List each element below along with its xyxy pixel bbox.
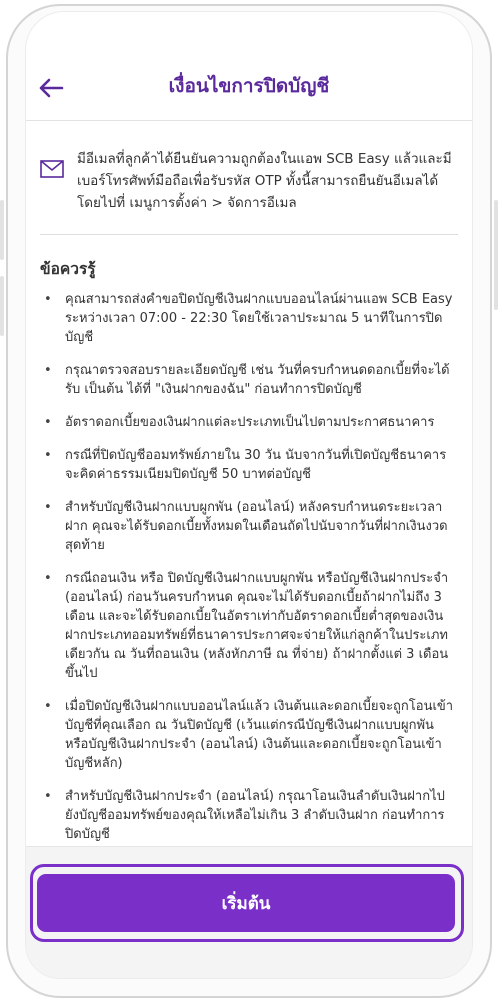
list-item: • กรณีถอนเงิน หรือ ปิดบัญชีเงินฝากแบบผูกพัน หรือบัญชีเงินฝากประจำ (ออนไลน์) ก่อนวันครบกำหนด คุณจะไม่ได้รับดอกเบี้ยถ้าฝากไม่ถึง 3 เดือน และจะได้รับดอกเบี้ยในอัตราเท่ากับอัตราดอกเบี้ยต่ำสุดของเงินฝากประเภทออมทรัพย์ที่ธนาคารประกาศจะจ่ายให้แก่ลูกค้าในประเภทเดียวกัน ณ วันที่ถอนเงิน (หลังหักภาษี ณ ที่จ่าย) ถ้าฝากตั้งแต่ 3 เดือนขึ้นไป [40, 569, 458, 683]
list-item: • สำหรับบัญชีเงินฝากแบบผูกพัน (ออนไลน์) หลังครบกำหนดระยะเวลาฝาก คุณจะได้รับดอกเบี้ยทั้งหมดในเดือนถัดไปนับจากวันที่ฝากเงินงวดสุดท้าย [40, 498, 458, 555]
app-screen [26, 12, 472, 978]
phone-side-button-left-top [0, 200, 4, 260]
knowledge-list [40, 290, 458, 858]
list-item: • เมื่อปิดบัญชีเงินฝากแบบออนไลน์แล้ว เงินต้นและดอกเบี้ยจะถูกโอนเข้าบัญชีที่คุณเลือก ณ วันปิดบัญชี (เว้นแต่กรณีบัญชีเงินฝากแบบผูกพัน หรือบัญชีเงินฝากประจำ (ออนไลน์) เงินต้นและดอกเบี้ยจะถูกโอนเข้าบัญชีหลัก) [40, 697, 458, 773]
page-title: เงื่อนไขการปิดบัญชี [168, 75, 330, 97]
list-item: • อัตราดอกเบี้ยของเงินฝากแต่ละประเภทเป็นไปตามประกาศธนาคาร [40, 413, 458, 432]
phone-side-button-right [494, 200, 498, 310]
list-item: • กรณีที่ปิดบัญชีออมทรัพย์ภายใน 30 วัน นับจากวันที่เปิดบัญชีธนาคารจะคิดค่าธรรมเนียมปิดบัญชี 50 บาทต่อบัญชี [40, 446, 458, 484]
list-item: • คุณสามารถส่งคำขอปิดบัญชีเงินฝากแบบออนไลน์ผ่านแอพ SCB Easy ระหว่างเวลา 07:00 - 22:30 โดยใช้เวลาประมาณ 5 นาทีในการปิดบัญชี [40, 290, 458, 347]
start-button[interactable]: เริ่มต้น [37, 874, 455, 932]
phone-side-button-left-bottom [0, 276, 4, 336]
top-bar [26, 12, 472, 121]
list-item: • กรุณาตรวจสอบรายละเอียดบัญชี เช่น วันที่ครบกำหนดดอกเบี้ยที่จะได้รับ เป็นต้น ได้ที่ "เงินฝากของฉัน" ก่อนทำการปิดบัญชี [40, 361, 458, 399]
divider [40, 234, 458, 235]
mail-icon [40, 160, 64, 178]
list-item: • สำหรับบัญชีเงินฝากประจำ (ออนไลน์) กรุณาโอนเงินลำดับเงินฝากไปยังบัญชีออมทรัพย์ของคุณให้เหลือไม่เกิน 3 ลำดับเงินฝาก ก่อนทำการปิดบัญชี [40, 787, 458, 844]
knowledge-title: ข้อควรรู้ [40, 260, 96, 278]
email-notice-text: มีอีเมลที่ลูกค้าได้ยืนยันความถูกต้องในแอพ SCB Easy แล้วและมีเบอร์โทรศัพท์มือถือเพื่อรับรหัส OTP ทั้งนี้สามารถยืนยันอีเมลได้ โดยไปที่ เมนูการตั้งค่า > จัดการอีเมล [77, 151, 452, 211]
